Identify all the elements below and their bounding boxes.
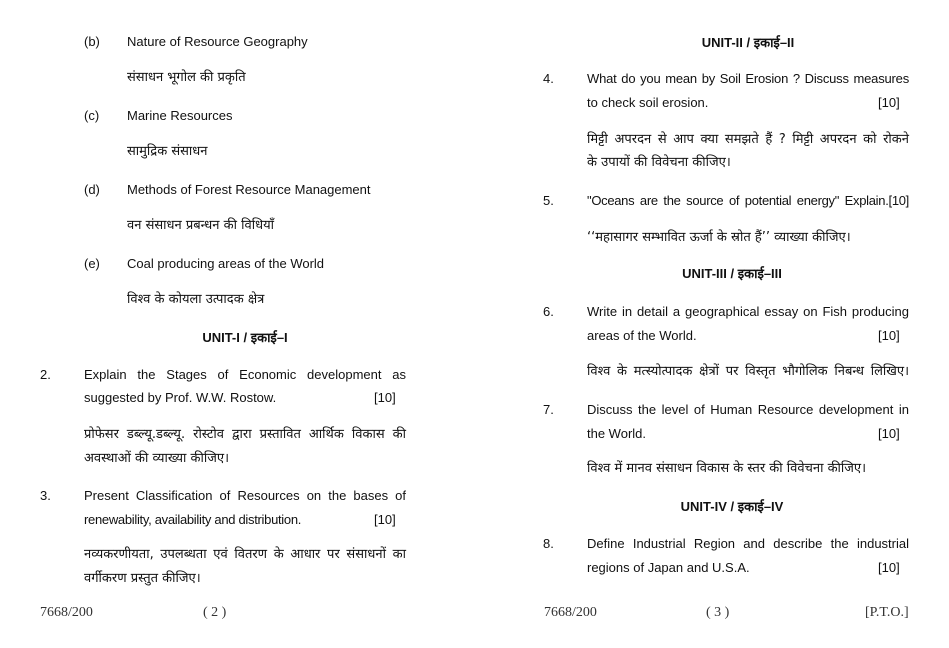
item-english: Nature of Resource Geography — [127, 34, 308, 49]
question-hindi: वर्गीकरण प्रस्तुत कीजिए। — [84, 571, 201, 586]
question-hindi: मिट्टी अपरदन से आप क्या समझते हैं ? मिट्टी अपरदन को रोकने — [587, 132, 909, 147]
marks: [10] — [878, 95, 900, 110]
question-text: areas of the World. — [587, 328, 697, 343]
question-text: Define Industrial Region and describe the industrial — [587, 536, 909, 551]
page-number: ( 3 ) — [706, 605, 730, 620]
question-text: "Oceans are the source of potential energy" Explain.[10] — [587, 193, 909, 208]
question-number: 4. — [543, 71, 554, 86]
question-number: 8. — [543, 536, 554, 551]
question-text: Write in detail a geographical essay on Fish producing — [587, 304, 909, 319]
question-text: Discuss the level of Human Resource development in — [587, 402, 909, 417]
page-number: ( 2 ) — [203, 605, 227, 620]
question-text: regions of Japan and U.S.A. — [587, 560, 750, 575]
question-hindi: विश्व में मानव संसाधन विकास के स्तर की विवेचना कीजिए। — [587, 461, 867, 476]
item-english: Methods of Forest Resource Management — [127, 182, 371, 197]
question-text: Present Classification of Resources on the bases of — [84, 488, 406, 503]
question-number: 6. — [543, 304, 554, 319]
marks: [10] — [878, 328, 900, 343]
question-text: to check soil erosion. — [587, 95, 709, 110]
item-label: (b) — [84, 34, 100, 49]
question-text: Explain the Stages of Economic development as — [84, 367, 406, 382]
paper-code: 7668/200 — [544, 605, 597, 620]
question-hindi: विश्व के मत्स्योत्पादक क्षेत्रों पर विस्तृत भौगोलिक निबन्ध लिखिए। — [587, 364, 909, 379]
marks: [10] — [878, 560, 900, 575]
unit-heading: UNIT-II / इकाई–II — [701, 35, 795, 50]
question-hindi: के उपायों की विवेचना कीजिए। — [587, 155, 731, 170]
item-hindi: वन संसाधन प्रबन्धन की विधियाँ — [127, 218, 274, 233]
question-hindi: प्रोफेसर डब्ल्यू.डब्ल्यू. रोस्टोव द्वारा प्रस्तावित आर्थिक विकास की — [84, 427, 406, 442]
item-english: Coal producing areas of the World — [127, 256, 325, 271]
question-number: 5. — [543, 193, 554, 208]
item-label: (c) — [84, 108, 100, 123]
item-hindi: विश्व के कोयला उत्पादक क्षेत्र — [127, 292, 265, 307]
unit-heading: UNIT-IV / इकाई–IV — [680, 499, 784, 514]
question-text: What do you mean by Soil Erosion ? Discuss measures — [587, 71, 909, 86]
question-number: 3. — [40, 488, 51, 503]
item-english: Marine Resources — [127, 108, 233, 123]
marks: [10] — [878, 426, 900, 441]
question-hindi: ‘‘महासागर सम्भावित ऊर्जा के स्रोत हैं’’ व्याख्या कीजिए। — [587, 230, 851, 245]
question-number: 7. — [543, 402, 554, 417]
marks: [10] — [374, 390, 396, 405]
question-text: renewability, availability and distribution. — [84, 512, 302, 527]
question-text: the World. — [587, 426, 647, 441]
pto-label: [P.T.O.] — [865, 605, 909, 620]
unit-heading: UNIT-I / इकाई–I — [202, 330, 288, 345]
item-label: (d) — [84, 182, 100, 197]
question-hindi: अवस्थाओं की व्याख्या कीजिए। — [84, 451, 230, 466]
marks: [10] — [374, 512, 396, 527]
paper-code: 7668/200 — [40, 605, 93, 620]
question-text: suggested by Prof. W.W. Rostow. — [84, 390, 277, 405]
unit-heading: UNIT-III / इकाई–III — [682, 266, 782, 281]
question-number: 2. — [40, 367, 51, 382]
item-hindi: संसाधन भूगोल की प्रकृति — [127, 70, 246, 85]
question-hindi: नव्यकरणीयता, उपलब्धता एवं वितरण के आधार पर संसाधनों का — [84, 547, 406, 562]
item-hindi: सामुद्रिक संसाधन — [127, 144, 208, 159]
item-label: (e) — [84, 256, 100, 271]
